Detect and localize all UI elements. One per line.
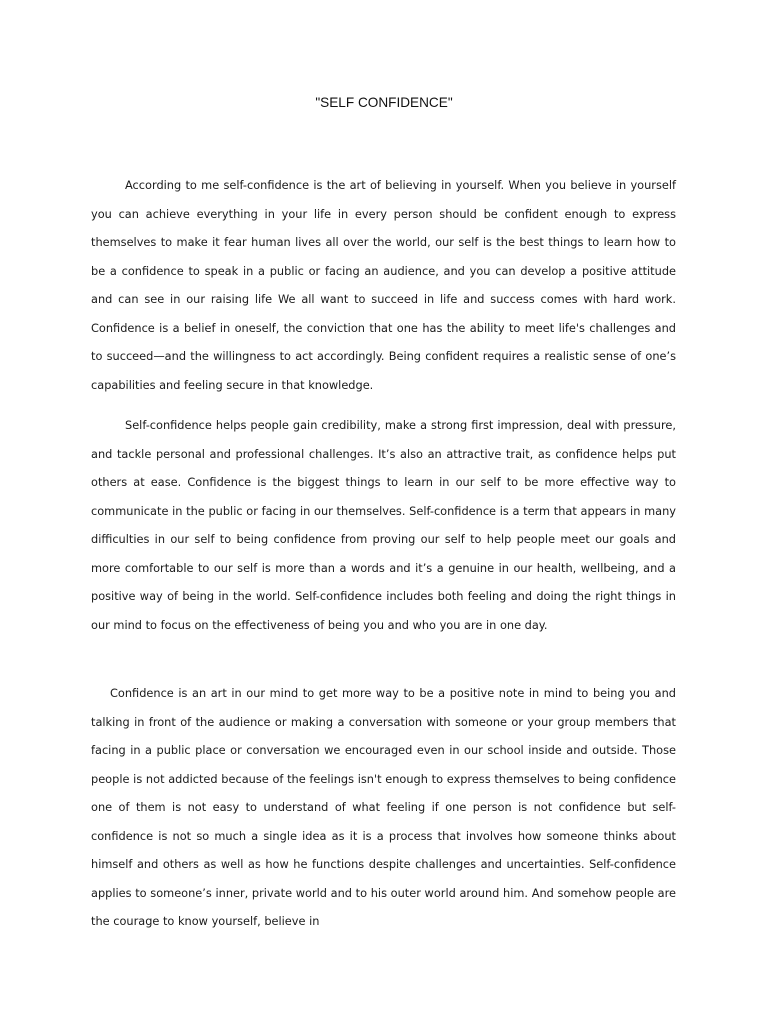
paragraph-3: Confidence is an art in our mind to get more way to be a positive note in mind to being you and talking in front of the audience or making a conversation with someone or your group members that facing in a public place or conversation we encouraged even in our school inside and outside. Those people is not addicted because of the feelings isn't enough to express themselves to being confidence one of them is not easy to understand of what feeling if one person is not confidence but self-confidence is not so much a single idea as it is a process that involves how someone thinks about himself and others as well as how he functions despite challenges and uncertainties. Self-confidence applies to someone’s inner, private world and to his outer world around him. And somehow people are the courage to know yourself, believe in [91, 686, 676, 928]
paragraph-1: According to me self-confidence is the art of believing in yourself. When you believe in yourself you can achieve everything in your life in every person should be confident enough to express themselves to make it fear human lives all over the world, our self is the best things to learn how to be a confidence to speak in a public or facing an audience, and you can develop a positive attitude and can see in our raising life We all want to succeed in life and success comes with hard work. Confidence is a belief in oneself, the conviction that one has the ability to meet life's challenges and to succeed—and the willingness to act accordingly. Being confident requires a realistic sense of one’s capabilities and feeling secure in that knowledge. [91, 178, 676, 392]
document-title: "SELF CONFIDENCE" [315, 95, 453, 110]
paragraph-2: Self-confidence helps people gain credibility, make a strong first impression, deal with pressure, and tackle personal and professional challenges. It’s also an attractive trait, as confidence helps put others at ease. Confidence is the biggest things to learn in our self to be more effective way to communicate in the public or facing in our themselves. Self-confidence is a term that appears in many difficulties in our self to being confidence from proving our self to help people meet our goals and more comfortable to our self is more than a words and it’s a genuine in our health, wellbeing, and a positive way of being in the world. Self-confidence includes both feeling and doing the right things in our mind to focus on the effectiveness of being you and who you are in one day. [91, 418, 676, 632]
